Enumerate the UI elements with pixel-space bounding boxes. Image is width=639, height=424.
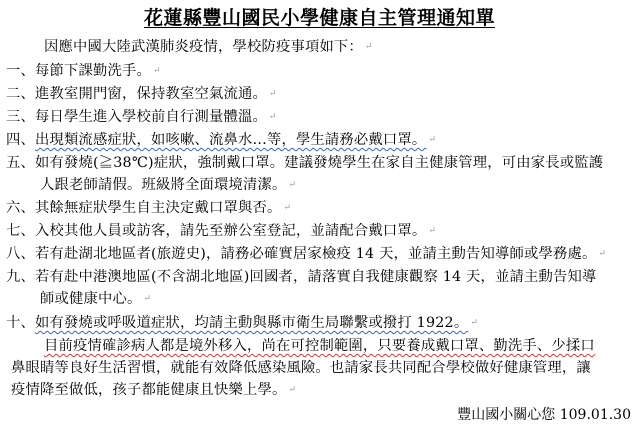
list-item-10 bbox=[6, 314, 478, 332]
list-item-6 bbox=[6, 199, 291, 217]
item-number: 五、 bbox=[6, 155, 35, 171]
list-item-9-continuation bbox=[40, 290, 151, 308]
item-number: 三、 bbox=[6, 109, 35, 125]
closing-line-3 bbox=[11, 381, 296, 399]
closing-text: 目前疫情確診病人都是境外移入，尚在可控制範圍，只要養成戴口罩、勤洗手、少揉口 bbox=[44, 338, 595, 354]
paragraph-mark-icon: ↵ bbox=[268, 89, 277, 99]
item-number: 九、 bbox=[6, 269, 35, 285]
page-title: 花蓮縣豐山國民小學健康自主管理通知單 bbox=[143, 7, 495, 29]
paragraph-mark-icon: ↵ bbox=[268, 112, 277, 122]
item-text: 每日學生進入學校前自行測量體溫。 bbox=[35, 109, 267, 125]
paragraph-mark-icon: ↵ bbox=[598, 249, 607, 259]
item-number: 二、 bbox=[6, 86, 35, 102]
item-number: 八、 bbox=[6, 246, 35, 262]
paragraph-mark-icon: ↵ bbox=[288, 385, 297, 395]
closing-line-2 bbox=[11, 359, 591, 377]
paragraph-mark-icon: ↵ bbox=[428, 135, 437, 145]
item-number: 一、 bbox=[6, 63, 35, 79]
list-item-2 bbox=[6, 85, 277, 103]
item-text-continued: 師或健康中心。 bbox=[40, 291, 142, 307]
item-text: 其餘無症狀學生自主決定戴口罩與否。 bbox=[35, 200, 282, 216]
signature: 豐山國小關心您 109.01.30 bbox=[457, 407, 631, 423]
paragraph-mark-icon: ↵ bbox=[470, 318, 479, 328]
list-item-8 bbox=[6, 245, 606, 263]
closing-text: 疫情降至做低，孩子都能健康且快樂上學。 bbox=[11, 382, 287, 398]
list-item-9 bbox=[6, 268, 597, 286]
item-text: 出現類流感症狀，如咳嗽、流鼻水…等，學生請務必戴口罩。 bbox=[35, 132, 427, 148]
item-text-continued: 人跟老師請假。班級將全面環境清潔。 bbox=[40, 177, 287, 193]
item-text: 如有發燒或呼吸道症狀，均請主動與縣市衛生局聯繫或撥打 1922。 bbox=[35, 315, 469, 331]
item-text: 進教室開門窗，保持教室空氣流通。 bbox=[35, 86, 267, 102]
list-item-3 bbox=[6, 108, 277, 126]
paragraph-mark-icon: ↵ bbox=[364, 42, 373, 52]
paragraph-mark-icon: ↵ bbox=[143, 294, 152, 304]
list-item-5 bbox=[6, 154, 603, 172]
closing-line-1 bbox=[44, 337, 595, 355]
item-number: 六、 bbox=[6, 200, 35, 216]
item-text: 若有赴中港澳地區(不含湖北地區)回國者，請落實自我健康觀察 14 天，並請主動告知導 bbox=[35, 269, 597, 285]
item-number: 四、 bbox=[6, 132, 35, 148]
list-item-1 bbox=[6, 62, 161, 80]
list-item-5-continuation bbox=[40, 176, 296, 194]
paragraph-mark-icon: ↵ bbox=[288, 180, 297, 190]
item-number: 七、 bbox=[6, 223, 35, 239]
item-text: 如有發燒(≧38℃)症狀，強制戴口罩。建議發燒學生在家自主健康管理，可由家長或監護 bbox=[35, 155, 604, 171]
paragraph-mark-icon: ↵ bbox=[283, 203, 292, 213]
item-text: 每節下課勤洗手。 bbox=[35, 63, 151, 79]
intro-text: 因應中國大陸武漢肺炎疫情，學校防疫事項如下： bbox=[44, 39, 363, 55]
item-text: 若有赴湖北地區者(旅遊史)，請務必確實居家檢疫 14 天，並請主動告知導師或學務處。 bbox=[35, 246, 597, 262]
paragraph-mark-icon: ↵ bbox=[428, 226, 437, 236]
closing-text: 鼻眼睛等良好生活習慣，就能有效降低感染風險。也請家長共同配合學校做好健康管理，讓 bbox=[11, 360, 591, 376]
intro-line bbox=[44, 38, 373, 56]
paragraph-mark-icon: ↵ bbox=[152, 66, 161, 76]
list-item-7 bbox=[6, 222, 436, 240]
item-number: 十、 bbox=[6, 315, 35, 331]
list-item-4 bbox=[6, 131, 436, 149]
item-text: 入校其他人員或訪客，請先至辦公室登記，並請配合戴口罩。 bbox=[35, 223, 427, 239]
